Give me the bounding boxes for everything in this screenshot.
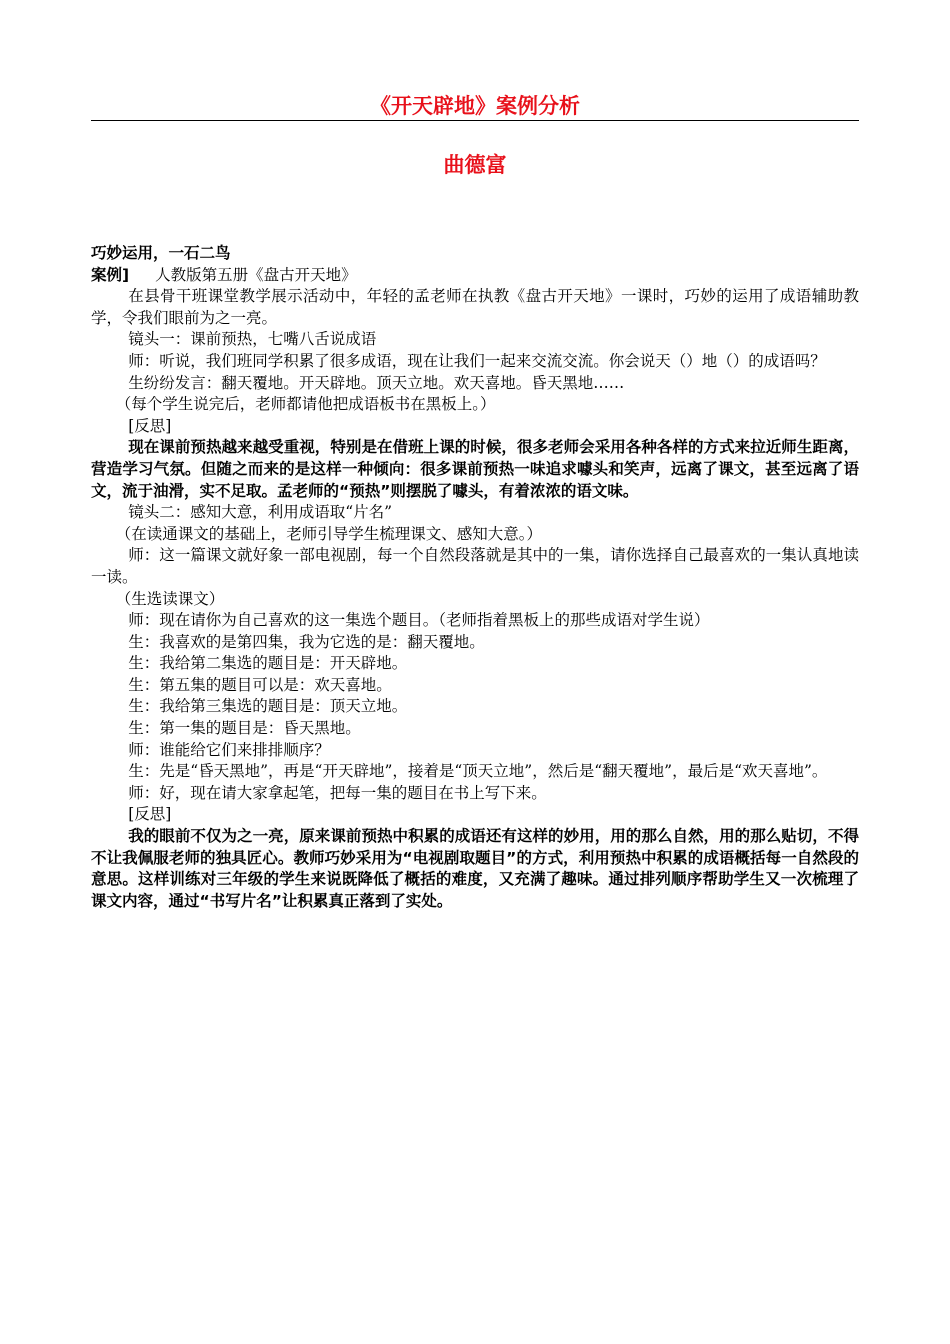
scene2-title: 镜头二：感知大意，利用成语取“片名” [128,503,393,522]
document-body [91,243,859,912]
scene2-note-2: （生选读课文） [115,589,225,608]
scene1-teacher: 师：听说，我们班同学积累了很多成语，现在让我们一起来交流交流。你会说天（）地（）的成语吗？ [128,351,826,370]
reflection-2: 我的眼前不仅为之一亮，原来课前预热中积累的成语还有这样的妙用，用的那么自然，用的那么贴切，不得不让我佩服老师的独具匠心。教师巧妙采用为“电视剧取题目”的方式，利用预热中积累的成语概括每一自然段的意思。这样训练对三年级的学生来说既降低了概括的难度，又充满了趣味。通过排列顺序帮助学生又一次梳理了课文内容，通过“书写片名”让积累真正落到了实处。 [91,827,859,910]
scene1-students: 生纷纷发言：翻天覆地。开天辟地。顶天立地。欢天喜地。昏天黑地…… [128,373,625,392]
intro-paragraph: 在县骨干班课堂教学展示活动中，年轻的孟老师在执教《盘古开天地》一课时，巧妙的运用了成语辅助教学，令我们眼前为之一亮。 [91,287,859,327]
section-heading: 巧妙运用，一石二鸟 [91,244,231,262]
scene2-student-1: 生：我喜欢的是第四集，我为它选的是：翻天覆地。 [128,632,485,651]
scene2-student-3: 生：第五集的题目可以是：欢天喜地。 [128,675,392,694]
reflection-1: 现在课前预热越来越受重视，特别是在借班上课的时候，很多老师会采用各种各样的方式来拉近师生距离，营造学习气氛。但随之而来的是这样一种倾向：很多课前预热一味追求噱头和笑声，远离了课文，甚至远离了语文，流于油滑，实不足取。孟老师的“预热”则摆脱了噱头，有着浓浓的语文味。 [91,438,859,500]
scene2-teacher-4: 师：好，现在请大家拿起笔，把每一集的题目在书上写下来。 [128,783,547,802]
scene1-note: （每个学生说完后，老师都请他把成语板书在黑板上。） [115,395,496,414]
scene2-student-2: 生：我给第二集选的题目是：开天辟地。 [128,654,408,673]
scene2-student-4: 生：我给第三集选的题目是：顶天立地。 [128,697,408,716]
scene2-teacher-2: 师：现在请你为自己喜欢的这一集选个题目。（老师指着黑板上的那些成语对学生说） [128,611,710,630]
case-text: 人教版第五册《盘古开天地》 [155,265,357,284]
scene2-student-5: 生：第一集的题目是：昏天黑地。 [128,719,361,738]
case-label: 案例] [91,265,130,284]
case-line [91,265,859,287]
author-name: 曲德富 [443,153,507,177]
document-title: 《开天辟地》案例分析 [370,94,580,118]
scene2-teacher-1: 师：这一篇课文就好象一部电视剧，每一个自然段落就是其中的一集，请你选择自己最喜欢的一集认真地读一读。 [91,546,859,586]
reflect-label-1: [反思] [128,416,172,435]
scene1-title: 镜头一：课前预热，七嘴八舌说成语 [128,330,377,349]
scene2-teacher-3: 师：谁能给它们来排排顺序？ [128,740,330,759]
reflect-label-2: [反思] [128,805,172,824]
scene2-note-1: （在读通课文的基础上，老师引导学生梳理课文、感知大意。） [115,524,543,543]
title-rule [91,120,859,121]
scene2-student-6: 生：先是“昏天黑地”，再是“开天辟地”，接着是“顶天立地”，然后是“翻天覆地”，最后是“欢天喜地”。 [128,762,828,781]
